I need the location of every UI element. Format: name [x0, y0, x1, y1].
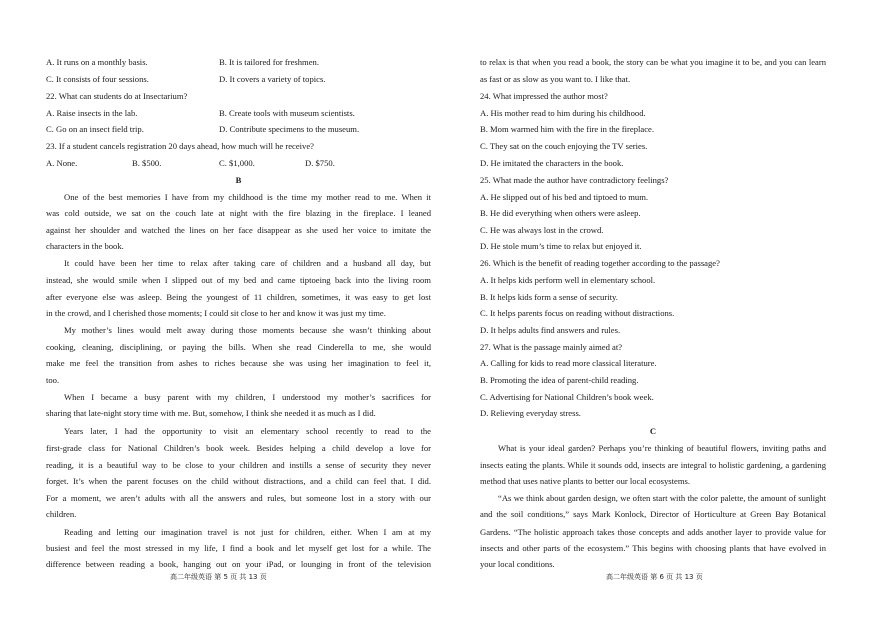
q27-option-b[interactable]: B. Promoting the idea of parent-child reading.: [480, 375, 639, 385]
passage-b-line: For a moment, we aren’t adults with all the answers and rules, but someone lost in a story with our: [46, 493, 431, 503]
q27-option-d[interactable]: D. Relieving everyday stress.: [480, 408, 581, 418]
passage-b-line: in the crowd, and I cherished those moments; I could sit close to her and know it was just my time.: [46, 308, 386, 318]
passage-b-line: My mother’s lines would melt away during those moments because she wasn’t thinking about: [64, 325, 431, 335]
q21-option-a[interactable]: A. It runs on a monthly basis.: [46, 57, 148, 67]
passage-c-line: and the soil conditions,” says Mark Konlock, Director of Horticulture at Green Bay Botanical: [480, 509, 826, 519]
passage-b-line: reading, it is a beautiful way to be close to your children and instills a sense of security they never: [46, 460, 431, 470]
passage-c-line: “As we think about garden design, we often start with the color palette, the amount of sunlight: [498, 493, 826, 503]
q21-option-d[interactable]: D. It covers a variety of topics.: [219, 74, 326, 84]
section-b-heading: B: [235, 175, 242, 185]
q22-option-c[interactable]: C. Go on an insect field trip.: [46, 124, 144, 134]
passage-b-line: children.: [46, 509, 77, 519]
q23-option-c[interactable]: C. $1,000.: [219, 158, 255, 168]
q25-option-a[interactable]: A. He slipped out of his bed and tiptoed to mum.: [480, 192, 649, 202]
passage-b-line: One of the best memories I have from my childhood is the time my mother read to me. When it: [64, 192, 431, 202]
q26-option-b[interactable]: B. It helps kids form a sense of security.: [480, 292, 618, 302]
q24-option-d[interactable]: D. He imitated the characters in the book.: [480, 158, 624, 168]
q22-option-d[interactable]: D. Contribute specimens to the museum.: [219, 124, 360, 134]
q27-stem: 27. What is the passage mainly aimed at?: [480, 342, 623, 352]
passage-c-line: method that uses native plants to better our local ecosystems.: [480, 476, 691, 486]
passage-b-line: against her shoulder and watched the lines on her face disappear as she used her voice to imitate the: [46, 225, 431, 235]
passage-c-line: Gardens. “The holistic approach takes those concepts and adds another layer to provide value for: [480, 527, 826, 537]
passage-b-line: to relax is that when you read a book, the story can be what you imagine it to be, and you can learn: [480, 57, 826, 67]
q24-option-c[interactable]: C. They sat on the couch enjoying the TV series.: [480, 141, 648, 151]
q26-option-d[interactable]: D. It helps adults find answers and rules.: [480, 325, 621, 335]
footer-page-6: 高二年级英语 第 6 页 共 13 页: [606, 573, 703, 581]
passage-b-line: was cold outside, we sat on the couch late at night with the fire blazing in the fireplace. I leaned: [46, 208, 431, 218]
passage-b-line: make me feel the transition from ashes to riches because she was using her imagination to feel it,: [46, 358, 431, 368]
q26-stem: 26. Which is the benefit of reading together according to the passage?: [480, 258, 720, 268]
q26-option-a[interactable]: A. It helps kids perform well in elementary school.: [480, 275, 656, 285]
passage-b-line: cooking, cleaning, disciplining, or paying the bills. When she read Cinderella to me, she would: [46, 342, 431, 352]
passage-b-line: forget. It’s when the parent focuses on the child without distractions, and a child can feel that. I did.: [46, 476, 431, 486]
q23-option-d[interactable]: D. $750.: [305, 158, 335, 168]
passage-c-line: insects and other parts of the ecosystem.” This begins with choosing plants that have evolved in: [480, 543, 826, 553]
passage-b-line: too.: [46, 375, 60, 385]
q21-option-c[interactable]: C. It consists of four sessions.: [46, 74, 149, 84]
q24-option-a[interactable]: A. His mother read to him during his childhood.: [480, 108, 646, 118]
q24-stem: 24. What impressed the author most?: [480, 91, 608, 101]
q23-option-b[interactable]: B. $500.: [132, 158, 162, 168]
q25-option-b[interactable]: B. He did everything when others were asleep.: [480, 208, 641, 218]
passage-b-line: Reading and letting our imagination travel is not just for children, either. When I am at my: [64, 527, 431, 537]
passage-c-line: insects eating the plants. While it sounds odd, insects are integral to holistic gardening, a gardening: [480, 460, 826, 470]
q23-stem: 23. If a student cancels registration 20 days ahead, how much will he receive?: [46, 141, 314, 151]
passage-b-line: It could have been her time to relax after taking care of children and a husband all day, but: [64, 258, 431, 268]
passage-b-line: after everyone else was asleep. Being the youngest of 11 children, sometimes, it was easy to get lost: [46, 292, 431, 302]
passage-b-line: characters in the book.: [46, 241, 124, 251]
passage-b-line: instead, she would smile when I slipped out of my bed and came tiptoeing back into the living room: [46, 275, 431, 285]
q22-option-b[interactable]: B. Create tools with museum scientists.: [219, 108, 355, 118]
passage-b-line: as fast or as slow as you want to. I like that.: [480, 74, 631, 84]
passage-b-line: first-grade class for National Children’s book week. Besides helping a child develop a love for: [46, 443, 431, 453]
q22-option-a[interactable]: A. Raise insects in the lab.: [46, 108, 138, 118]
section-c-heading: C: [649, 426, 657, 436]
passage-b-line: Years later, I had the opportunity to visit an elementary school recently to read to the: [64, 426, 431, 436]
q26-option-c[interactable]: C. It helps parents focus on reading without distractions.: [480, 308, 675, 318]
footer-page-5: 高二年级英语 第 5 页 共 13 页: [170, 573, 267, 581]
q25-stem: 25. What made the author have contradictory feelings?: [480, 175, 669, 185]
q25-option-c[interactable]: C. He was always lost in the crowd.: [480, 225, 604, 235]
q24-option-b[interactable]: B. Mom warmed him with the fire in the fireplace.: [480, 124, 654, 134]
passage-b-line: difference between reading a book, hanging out on your iPad, or lounging in front of the television: [46, 559, 431, 569]
q27-option-c[interactable]: C. Advertising for National Children’s book week.: [480, 392, 654, 402]
passage-b-line: When I became a busy parent with my children, I understood my mother’s sacrifices for: [64, 392, 431, 402]
q21-option-b[interactable]: B. It is tailored for freshmen.: [219, 57, 319, 67]
passage-c-line: your local conditions.: [480, 559, 555, 569]
passage-b-line: sharing that late-night story time with me. But, somehow, I think she needed it as much as I did.: [46, 408, 376, 418]
passage-c-line: What is your ideal garden? Perhaps you’re thinking of beautiful flowers, inviting paths and: [498, 443, 826, 453]
q22-stem: 22. What can students do at Insectarium?: [46, 91, 188, 101]
q23-option-a[interactable]: A. None.: [46, 158, 78, 168]
q27-option-a[interactable]: A. Calling for kids to read more classical literature.: [480, 358, 657, 368]
q25-option-d[interactable]: D. He stole mum’s time to relax but enjoyed it.: [480, 241, 642, 251]
passage-b-line: busiest and feel the most stressed in my life, I find a book and let myself get lost for a while. The: [46, 543, 431, 553]
